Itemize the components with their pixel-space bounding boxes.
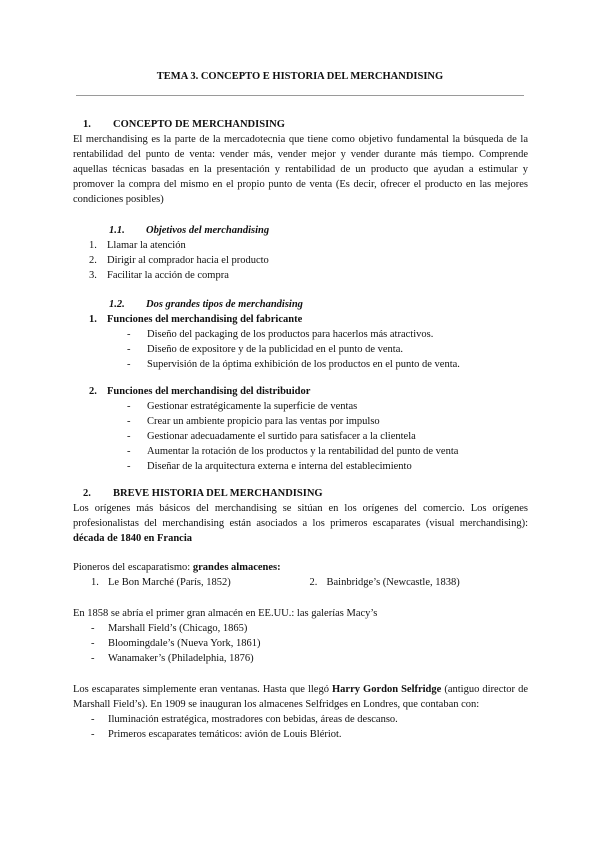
dash-bullet: - bbox=[91, 623, 95, 634]
list-number: 2. bbox=[89, 386, 97, 397]
subsection-number: 1.2. bbox=[109, 299, 125, 310]
list-text: Facilitar la acción de compra bbox=[107, 270, 229, 281]
list-text: Primeros escaparates temáticos: avión de Louis Blériot. bbox=[108, 729, 342, 740]
document-body bbox=[73, 117, 528, 742]
list-text: Supervisión de la óptima exhibición de los productos en el punto de venta. bbox=[147, 359, 460, 370]
list-number: 2. bbox=[309, 577, 318, 588]
list-item bbox=[73, 429, 528, 444]
list-item bbox=[310, 575, 529, 590]
subsection-title: Dos grandes tipos de merchandising bbox=[146, 299, 303, 310]
pioneers-bold: grandes almacenes bbox=[192, 562, 278, 573]
pioneers-list bbox=[73, 575, 528, 590]
list-text: Marshall Field’s (Chicago, 1865) bbox=[108, 623, 248, 634]
selfridge-name: Harry Gordon Selfridge bbox=[332, 684, 442, 695]
list-item bbox=[73, 727, 528, 742]
dash-bullet: - bbox=[127, 401, 131, 412]
dash-bullet: - bbox=[127, 431, 131, 442]
list-text: Dirigir al comprador hacia el producto bbox=[107, 255, 269, 266]
subsection-1-1-heading bbox=[73, 223, 528, 238]
list-text: Llamar la atención bbox=[107, 240, 186, 251]
section-number: 2. bbox=[83, 488, 91, 499]
subsection-title: Objetivos del merchandising bbox=[146, 225, 270, 236]
list-text: Diseño de expositore y de la publicidad en el punto de venta. bbox=[147, 344, 404, 355]
pioneers-lead: Pioneros del escaparatismo: bbox=[73, 562, 191, 573]
list-text: Le Bon Marché (París, 1852) bbox=[108, 577, 231, 588]
list-number: 1. bbox=[91, 577, 99, 588]
list-text: Bloomingdale’s (Nueva York, 1861) bbox=[108, 638, 261, 649]
list-number: 1. bbox=[89, 240, 97, 251]
list-number: 2. bbox=[89, 255, 97, 266]
paragraph-text: Los escaparates simplemente eran ventanas. Hasta que llegó bbox=[73, 684, 329, 695]
title-divider bbox=[76, 95, 524, 96]
list-item bbox=[73, 238, 528, 253]
section-2-paragraph bbox=[73, 501, 528, 546]
dash-bullet: - bbox=[127, 461, 131, 472]
list-text: Diseño del packaging de los productos para hacerlos más atractivos. bbox=[147, 329, 434, 340]
section-title: CONCEPTO DE MERCHANDISING bbox=[113, 119, 285, 130]
dash-bullet: - bbox=[91, 653, 95, 664]
list-item bbox=[73, 712, 528, 727]
list-item bbox=[73, 399, 528, 414]
subsection-1-2-heading bbox=[73, 297, 528, 312]
dash-bullet: - bbox=[91, 638, 95, 649]
list-text: Wanamaker’s (Philadelphia, 1876) bbox=[108, 653, 254, 664]
list-item bbox=[73, 357, 528, 372]
list-item bbox=[73, 651, 528, 666]
paragraph-text: (antiguo director de Marshall Field’s). En 1909 se inauguran los almacenes Selfridges en Londres, que contaban con: bbox=[73, 684, 528, 710]
ee-intro: En 1858 se abría el primer gran almacén en EE.UU.: las galerías Macy’s bbox=[73, 608, 378, 619]
section-1-heading bbox=[73, 117, 528, 132]
list-text: Iluminación estratégica, mostradores con bebidas, áreas de descanso. bbox=[108, 714, 398, 725]
list-item bbox=[73, 414, 528, 429]
section-2-heading bbox=[73, 486, 528, 501]
dash-bullet: - bbox=[91, 729, 95, 740]
paragraph-text: Los orígenes más básicos del merchandising se sitúan en los orígenes del comercio. Los orígenes profesionalistas del merchandising están asociados a los primeros escaparates (visual merchandising): bbox=[73, 503, 528, 529]
dash-bullet: - bbox=[127, 359, 131, 370]
windows-paragraph bbox=[73, 682, 528, 712]
list-item bbox=[73, 636, 528, 651]
list-item bbox=[73, 268, 528, 283]
list-item bbox=[73, 459, 528, 474]
list-text: Bainbridge’s (Newcastle, 1838) bbox=[326, 577, 460, 588]
group-heading-fabricante bbox=[73, 312, 528, 327]
list-text: Gestionar adecuadamente el surtido para satisfacer a la clientela bbox=[147, 431, 416, 442]
group-label: Funciones del merchandising del fabricante bbox=[107, 314, 303, 325]
dash-bullet: - bbox=[127, 329, 131, 340]
list-number: 1. bbox=[89, 314, 97, 325]
list-number: 3. bbox=[89, 270, 97, 281]
section-1-paragraph: El merchandising es la parte de la mercadotecnia que tiene como objetivo fundamental la búsqueda de la rentabilidad del punto de venta: vender más, vender mejor y vender durante más tiempo. Comprende aquellas técnicas basadas en la presentación y rentabilidad de un producto que ayudan a estimular y promover la compra del mismo en el propio punto de venta (Es decir, ofrecer el producto en las mejores condiciones posibles) bbox=[73, 134, 528, 205]
dash-bullet: - bbox=[127, 416, 131, 427]
section-number: 1. bbox=[83, 119, 91, 130]
dash-bullet: - bbox=[127, 344, 131, 355]
dash-bullet: - bbox=[91, 714, 95, 725]
dash-bullet: - bbox=[127, 446, 131, 457]
list-item bbox=[91, 575, 310, 590]
section-title: BREVE HISTORIA DEL MERCHANDISING bbox=[113, 488, 323, 499]
list-text: Crear un ambiente propicio para las ventas por impulso bbox=[147, 416, 380, 427]
list-text: Aumentar la rotación de los productos y la rentabilidad del punto de venta bbox=[147, 446, 459, 457]
list-item bbox=[73, 327, 528, 342]
pioneers-intro bbox=[73, 560, 528, 575]
list-item bbox=[73, 342, 528, 357]
subsection-number: 1.1. bbox=[109, 225, 125, 236]
group-label: Funciones del merchandising del distribuidor bbox=[107, 386, 311, 397]
document-title: TEMA 3. CONCEPTO E HISTORIA DEL MERCHANDISING bbox=[156, 71, 444, 82]
pioneers-colon: : bbox=[277, 562, 281, 573]
list-item bbox=[73, 253, 528, 268]
list-text: Gestionar estratégicamente la superficie de ventas bbox=[147, 401, 358, 412]
list-item bbox=[73, 621, 528, 636]
paragraph-bold-text: década de 1840 en Francia bbox=[73, 533, 192, 544]
list-item bbox=[73, 444, 528, 459]
group-heading-distribuidor bbox=[73, 384, 528, 399]
list-text: Diseñar de la arquitectura externa e interna del establecimiento bbox=[147, 461, 412, 472]
